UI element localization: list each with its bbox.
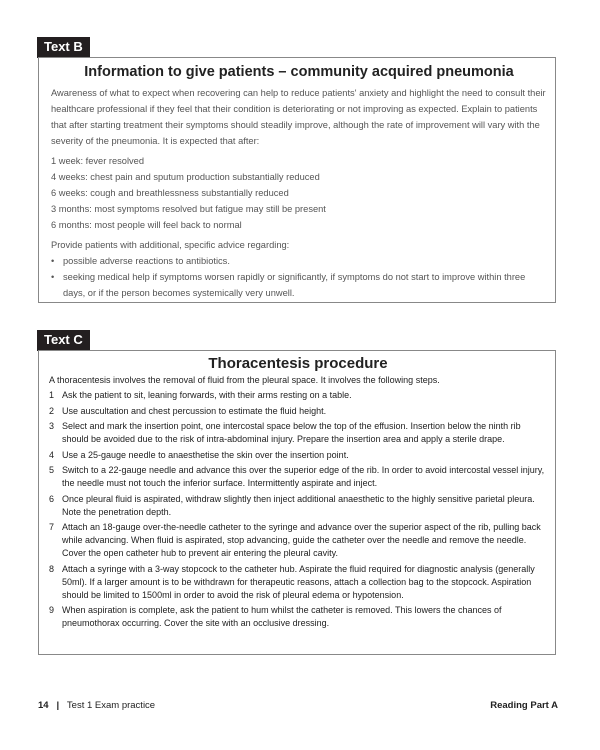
advice-item — [51, 253, 547, 269]
footer-separator: | — [56, 700, 60, 711]
text-b-box — [38, 57, 556, 303]
text-b-label: Text B — [37, 37, 90, 58]
step-text: Attach a syringe with a 3-way stopcock to the catheter hub. Aspirate the fluid required for diagnostic analysis (generally 50ml). If a larger amount is to be withdrawn for therapeutic reasons, attach a collection bag to the stopcock. Aspiration should be limited to 1500ml in order to avoid the risk of pleural edema or hypotension. — [62, 563, 535, 600]
footer-section: Test 1 Exam practice — [66, 700, 156, 711]
step-number: 2 — [49, 405, 55, 416]
footer-right: Reading Part A — [490, 700, 558, 711]
footer-left — [38, 700, 155, 711]
text-c-title: Thoracentesis procedure — [208, 355, 388, 372]
step-number: 1 — [49, 390, 55, 400]
procedure-step — [49, 604, 547, 630]
step-number: 4 — [49, 449, 55, 460]
timeline-item: 1 week: fever resolved — [51, 156, 145, 166]
procedure-step — [49, 449, 547, 462]
step-number: 5 — [49, 465, 55, 475]
procedure-step — [49, 464, 547, 490]
step-text: When aspiration is complete, ask the patient to hum whilst the catheter is removed. This lowers the chances of pneumothorax occurring. Cover the site with an occlusive dressing. — [62, 605, 502, 628]
step-text: Once pleural fluid is aspirated, withdraw slightly then inject additional anaesthetic to the highly sensitive parietal pleura. Note the penetration depth. — [62, 493, 535, 517]
step-text: Ask the patient to sit, leaning forwards, with their arms resting on a table. — [62, 390, 352, 400]
timeline-item: 6 months: most people will feel back to normal — [51, 220, 242, 230]
step-text: Attach an 18-gauge over-the-needle catheter to the syringe and advance over the superior aspect of the rib, pulling back while advancing. When fluid is aspirated, stop advancing, guide the catheter over the needle and remove the needle. Cover the open catheter hub to prevent air entering the pleural cavity. — [62, 522, 541, 558]
advice-text: seeking medical help if symptoms worsen rapidly or significantly, if symptoms do not start to improve within three days, or if the person becomes systemically very unwell. — [63, 272, 526, 298]
step-number: 6 — [49, 493, 55, 504]
step-number: 8 — [49, 563, 55, 574]
procedure-step — [49, 405, 547, 418]
step-number: 3 — [49, 421, 55, 431]
procedure-step — [49, 493, 547, 519]
page-number: 14 — [38, 700, 49, 711]
step-number: 7 — [49, 522, 55, 532]
bullet-icon: • — [51, 256, 55, 266]
timeline-item: 4 weeks: chest pain and sputum production substantially reduced — [51, 172, 320, 182]
procedure-step — [49, 420, 547, 446]
bullet-icon: • — [51, 272, 55, 282]
step-number: 9 — [49, 605, 55, 615]
timeline-item: 6 weeks: cough and breathlessness substantially reduced — [51, 188, 289, 198]
advice-item — [51, 269, 547, 301]
step-text: Select and mark the insertion point, one intercostal space below the top of the effusion. Insertion below the ninth rib should be avoided due to the risk of intra-abdominal injury. Prepare the insertion area and apply a sterile drape. — [62, 421, 521, 444]
text-b-title: Information to give patients – community acquired pneumonia — [84, 64, 514, 80]
timeline-item: 3 months: most symptoms resolved but fatigue may still be present — [51, 204, 326, 214]
procedure-step — [49, 521, 547, 560]
text-c-intro: A thoracentesis involves the removal of fluid from the pleural space. It involves the following steps. — [49, 375, 440, 385]
procedure-step — [49, 563, 547, 602]
step-text: Use auscultation and chest percussion to estimate the fluid height. — [62, 405, 327, 416]
step-text: Use a 25-gauge needle to anaesthetise the skin over the insertion point. — [62, 449, 349, 460]
advice-intro: Provide patients with additional, specific advice regarding: — [51, 240, 290, 250]
steps-list — [49, 389, 547, 630]
text-c-box — [38, 350, 556, 655]
procedure-step — [49, 389, 547, 402]
text-c-label: Text C — [37, 330, 90, 351]
step-text: Switch to a 22-gauge needle and advance this over the superior edge of the rib. In order to avoid intercostal vessel injury, the needle must not touch the inferior surface. Intermittently aspirate and inject. — [62, 465, 545, 488]
text-b-intro: Awareness of what to expect when recovering can help to reduce patients' anxiety and highlight the need to consult their healthcare professional if they feel that their condition is deteriorating or not improving as expected. Explain to patients that after starting treatment their symptoms should steadily improve, although the rate of improvement will vary with the severity of the pneumonia. It is expected that after: — [51, 88, 546, 146]
advice-text: possible adverse reactions to antibiotics. — [63, 256, 230, 266]
